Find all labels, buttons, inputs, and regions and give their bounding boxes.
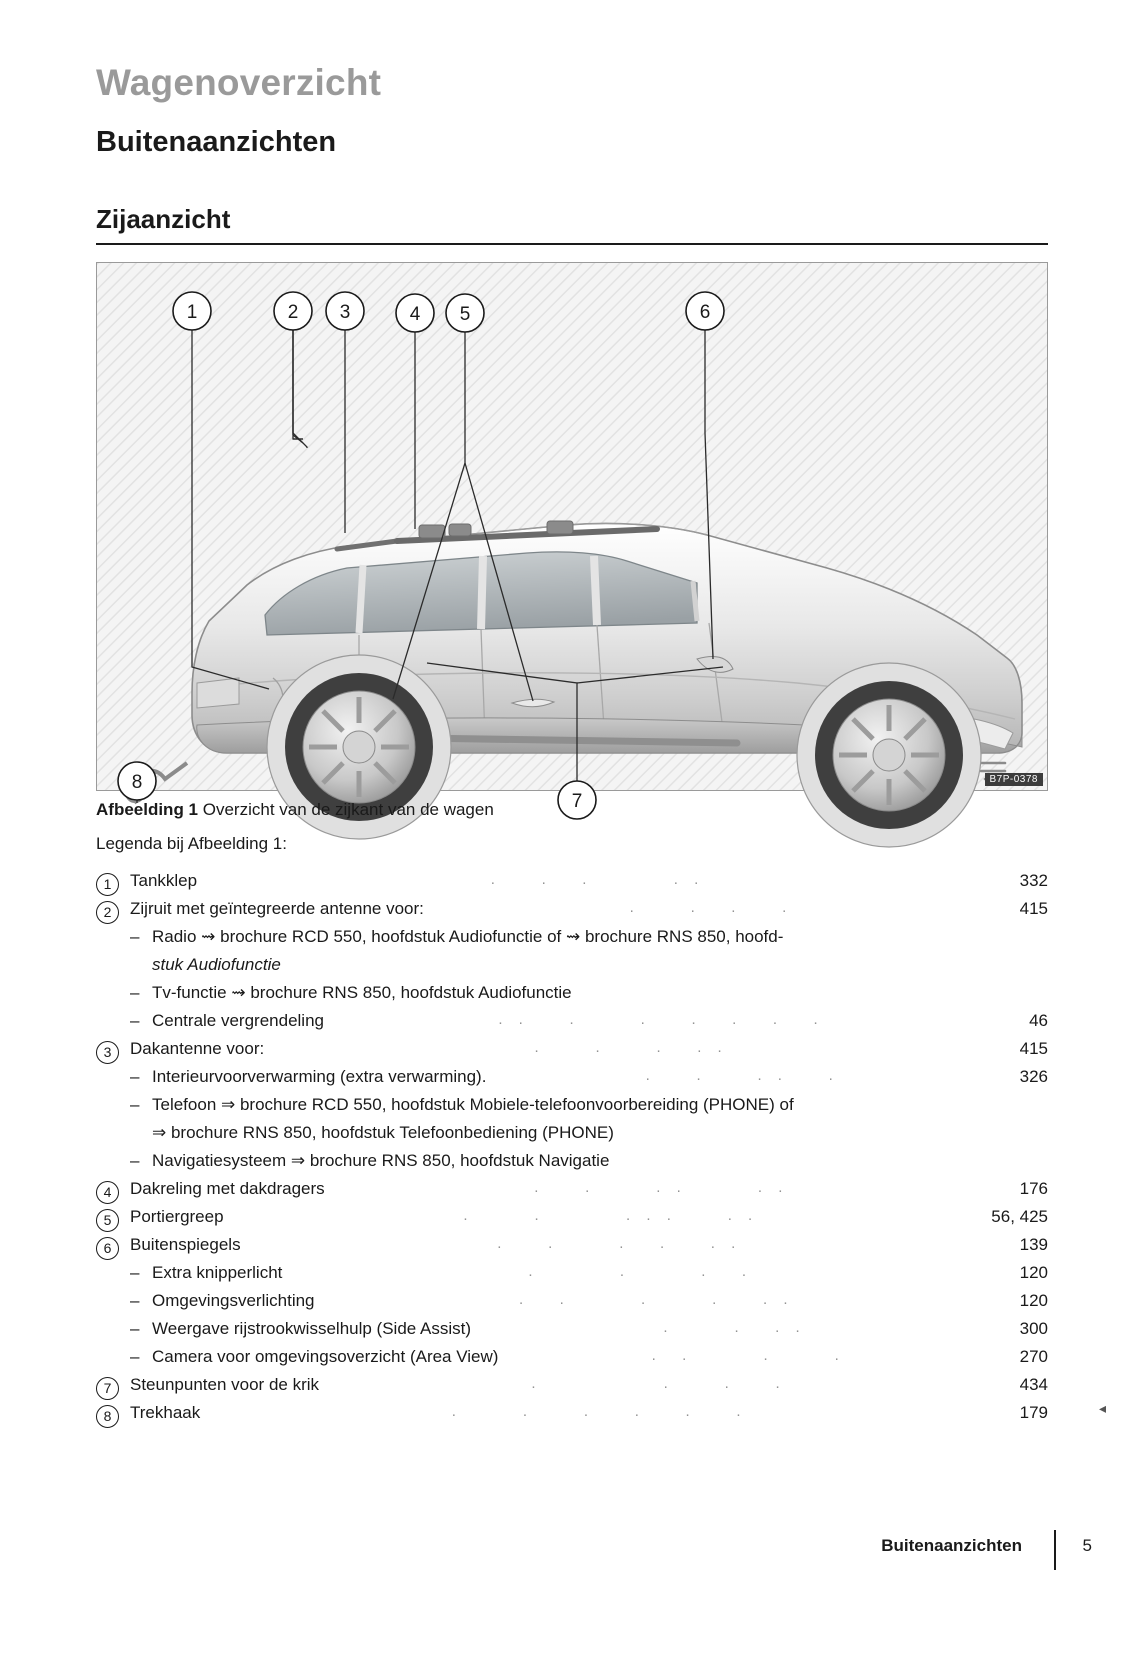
chapter-title: Wagenoverzicht [96,62,382,103]
svg-text:4: 4 [409,304,421,325]
callout-number: 1 [96,872,130,894]
dash-marker: – [130,1291,140,1310]
leader-dots: . . . . . [490,871,705,888]
legend-subitem [96,1012,1048,1040]
svg-text:3: 3 [339,302,351,323]
dash-marker: – [130,1151,140,1170]
subsection-title: Zijaanzicht [96,204,231,234]
leader-dots: . . . . [651,1347,845,1364]
legend-item-label: Trekhaak [130,1403,201,1422]
svg-text:8: 8 [131,772,143,793]
legend-item [96,1236,1048,1264]
header-divider [96,243,1048,245]
legend-subitem [96,984,1048,1012]
legend-page-number[interactable]: 270 [1019,1347,1048,1366]
leader-dots: . . . . [629,899,793,916]
legend-page-number[interactable]: 56, 425 [991,1207,1049,1226]
leader-dots: . . . . . . . . [498,1011,824,1028]
legend-item-label: Steunpunten voor de krik [130,1375,320,1394]
svg-text:1: 1 [186,302,198,323]
leader-dots: . . . . [663,1319,806,1336]
dash-marker: – [130,1319,140,1338]
leader-dots: . . . . . . [519,1291,794,1308]
legend-item [96,900,1048,928]
legend-subitem-label: Extra knipperlicht [152,1263,283,1282]
legend-item-label: Zijruit met geïntegreerde antenne voor: [130,899,424,918]
page-footer [0,1536,1142,1576]
legend-item [96,1180,1048,1208]
legend-subitem-label: Interieurvoorverwarming (extra verwarming). [152,1067,487,1086]
legend-subitem [96,1264,1048,1292]
dash-marker: – [130,1347,140,1366]
section-title: Buitenaanzichten [96,126,337,158]
legend-list [96,872,1048,1432]
leader-dots: . . . . . . . [463,1207,759,1224]
legend-item [96,1404,1048,1432]
leader-dots: . . . . . . [451,1403,747,1420]
figure-code: B7P-0378 [985,773,1043,786]
legend-subitem-label: Camera voor omgevingsoverzicht (Area View) [152,1347,499,1366]
dash-marker: – [130,1067,140,1086]
svg-text:7: 7 [571,791,583,812]
figure-caption-label: Afbeelding 1 [96,800,199,819]
dash-marker: – [130,1011,140,1030]
callout-number: 6 [96,1236,130,1258]
callout-number: 4 [96,1180,130,1202]
legend-subitem [96,1320,1048,1348]
legend-item-label: Buitenspiegels [130,1235,241,1254]
legend-subitem-label-2: ⇒ brochure RNS 850, hoofdstuk Telefoonbediening (PHONE) [152,1123,614,1142]
leader-dots: . . . . . . [497,1235,742,1252]
legend-subitem [96,1096,1048,1124]
legend-page-number[interactable]: 46 [1029,1011,1049,1030]
legend-item [96,872,1048,900]
legend-subitem-label: Navigatiesysteem ⇒ brochure RNS 850, hoofdstuk Navigatie [152,1151,610,1170]
legend-subitem-label: Radio ⇝ brochure RCD 550, hoofdstuk Audiofunctie of ⇝ brochure RNS 850, hoofd- [152,927,784,946]
legend-page-number[interactable]: 300 [1019,1319,1049,1338]
legend-page-number[interactable]: 179 [1019,1403,1048,1422]
dash-marker: – [130,1263,140,1282]
legend-subitem [96,1152,1048,1180]
legend-page-number[interactable]: 139 [1019,1235,1049,1254]
svg-text:6: 6 [699,302,711,323]
legend-subitem-label: Telefoon ⇒ brochure RCD 550, hoofdstuk Mobiele-telefoonvoorbereiding (PHONE) of [152,1095,794,1114]
figure-caption [96,800,494,820]
legend-page-number[interactable]: 415 [1019,899,1049,918]
edge-mark: ◂ [1098,1400,1106,1416]
leader-dots: . . . . [531,1375,786,1392]
svg-text:5: 5 [459,304,471,325]
legend-subitem [96,1292,1048,1320]
legend-page-number[interactable]: 415 [1019,1039,1049,1058]
dash-marker: – [130,927,140,946]
legend-subitem [96,1348,1048,1376]
callout-number: 5 [96,1208,130,1230]
callout-number: 3 [96,1040,130,1062]
leader-dots: . . . . . [645,1067,839,1084]
footer-section-title: Buitenaanzichten [881,1536,1022,1555]
legend-subitem-label: Omgevingsverlichting [152,1291,315,1310]
leader-dots: . . . . [528,1263,753,1280]
dash-marker: – [130,983,140,1002]
legend-subitem-label: Centrale vergrendeling [152,1011,324,1030]
callout-number: 7 [96,1376,130,1398]
legend-subitem [96,928,1048,956]
figure-caption-text: Overzicht van de zijkant van de wagen [202,800,494,819]
legend-page-number[interactable]: 332 [1019,871,1049,890]
svg-text:2: 2 [287,302,299,323]
legend-item-label: Dakantenne voor: [130,1039,265,1058]
legend-item [96,1208,1048,1236]
legend-page-number[interactable]: 120 [1019,1291,1049,1310]
legend-item [96,1376,1048,1404]
legend-page-number[interactable]: 120 [1019,1263,1049,1282]
dash-marker: – [130,1095,140,1114]
legend-item [96,1040,1048,1068]
legend-item-label: Dakreling met dakdragers [130,1179,325,1198]
legend-subitem-label-2: stuk Audiofunctie [152,955,281,974]
footer-divider [1054,1530,1056,1570]
legend-subitem-continuation [96,1124,1048,1152]
legend-page-number[interactable]: 176 [1019,1179,1048,1198]
legend-page-number[interactable]: 434 [1019,1375,1049,1394]
callout-number: 8 [96,1404,130,1426]
leader-dots: . . . . . . [534,1179,789,1196]
legend-subitem-label: Weergave rijstrookwisselhulp (Side Assist) [152,1319,472,1338]
legend-page-number[interactable]: 326 [1019,1067,1048,1086]
legend-subitem-label: Tv-functie ⇝ brochure RNS 850, hoofdstuk Audiofunctie [152,983,572,1002]
callout-number: 2 [96,900,130,922]
legend-intro: Legenda bij Afbeelding 1: [96,834,287,853]
leader-dots: . . . . . [534,1039,728,1056]
footer-page-number: 5 [1082,1536,1092,1555]
legend-item-label: Portiergreep [130,1207,224,1226]
legend-subitem-continuation [96,956,1048,984]
legend-item-label: Tankklep [130,871,198,890]
legend-subitem [96,1068,1048,1096]
